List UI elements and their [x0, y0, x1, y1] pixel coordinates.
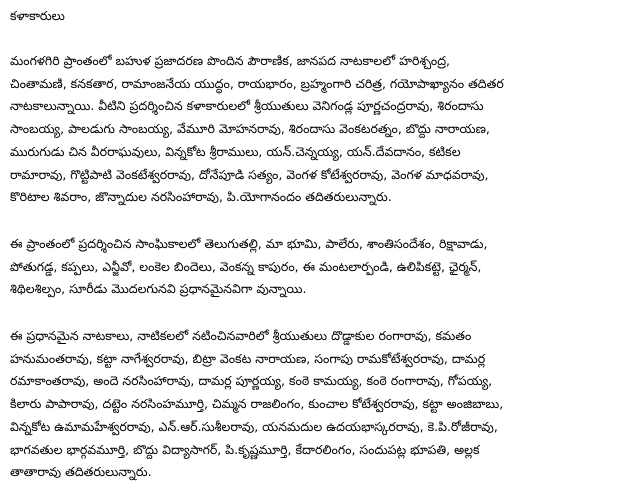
paragraph-line: తాతారావు తదితరులున్నారు.	[10, 464, 152, 480]
paragraph-line: భాగవతుల భార్గవమూర్తి, బొద్దు విద్యాసాగర్, పి.కృష్ణమూర్తి, కేదారలింగం, సందుపట్ల భూపతి, అల్లక	[10, 441, 480, 457]
paragraph-line: హనుమంతరావు, కట్టా నాగేశ్వరరావు, బిట్రా వెంకట నారాయణ, సంగాపు రామకోటేశ్వరరావు, దామర్ల	[10, 350, 486, 366]
paragraph-social-plays	[10, 233, 638, 301]
section-heading: కళాకారులు	[10, 8, 65, 23]
paragraph-line: సాంబయ్య, పాలడుగు సాంబయ్య, వేమూరి మోహనరావు, శిరందాసు వెంకటరత్నం, బొద్దు నారాయణ,	[10, 121, 490, 137]
paragraph-line: ఈ ప్రధానమైన నాటకాలు, నాటికలలో నటించినవారిలో శ్రీయుతులు దొడ్డాకుల రంగారావు, కమతం	[10, 328, 472, 344]
paragraph-line: మురుగుడు చిన వీరరాఘవులు, విన్నకోట శ్రీరాములు, యన్.చెన్నయ్య, యన్.దేవదానం, కటికల	[10, 143, 461, 159]
paragraph-line: పోతుగడ్డ, కప్పలు, ఎన్జీవో, లంకెల బిందెలు, వెంకన్న కాపురం, ఈ మంటలార్పండి, ఉలిపికట్టె, ఛైర్మన్,	[10, 258, 482, 274]
paragraph-line: మంగళగిరి ప్రాంతంలో బహుళ ప్రజాదరణ పొందిన పౌరాణిక, జానపద నాటకాలలో హరిశ్చంద్ర,	[10, 53, 451, 68]
paragraph-line: రమాకాంతరావు, అందె నరసింహారావు, దామర్ల పూర్ణయ్య, కంఠె కామయ్య, కంఠె రంగారావు, గోపయ్య,	[10, 373, 493, 389]
paragraph-main-actors	[10, 325, 638, 484]
paragraph-line: చింతామణి, కనకతార, రామాంజనేయ యుద్ధం, రాయభారం, బ్రహ్మంగారి చరిత్ర, గయోపాఖ్యానం తదితర	[10, 75, 504, 91]
paragraph-line: ఈ ప్రాంతంలో ప్రదర్శించిన సాంఘికాలలో తెలుగుతల్లి, మా భూమి, పాలేరు, శాంతిసందేశం, రిక్షావాడు,	[10, 235, 488, 251]
paragraph-drama-artists	[10, 50, 638, 209]
paragraph-line: కొరిటాల శివరాం, జొన్నాదుల నరసింహారావు, పి.యోగానందం తదితరులున్నారు.	[10, 189, 392, 205]
paragraph-line: నాటకాలున్నాయి. వీటిని ప్రదర్శించిన కళాకారులలో శ్రీయుతులు వెనిగండ్ల పూర్ణచంద్రరావు, శిరందాసు	[10, 98, 484, 114]
paragraph-line: విన్నకోట ఉమామహేశ్వరరావు, ఎన్.ఆర్.సుశీలరావు, యనమదుల ఉదయభాస్కరరావు, కె.పి.రోజీరావు,	[10, 418, 498, 434]
paragraph-line: రామారావు, గొట్టిపాటి వెంకటేశ్వరరావు, దోనేపూడి సత్యం, వెంగళ కోటేశ్వరరావు, వెంగళ మాధవరావు,	[10, 166, 489, 182]
paragraph-line: శిథిలశిల్పం, సూరీడు మొదలగునవి ప్రధానమైనవిగా వున్నాయి.	[10, 281, 307, 297]
paragraph-line: కిలారు పాపారావు, దట్టెం నరసింహమూర్తి, చిమ్మన రాజలింగం, కుంచాల కోటేశ్వరరావు, కట్టా అంజిబాబు,	[10, 396, 504, 412]
